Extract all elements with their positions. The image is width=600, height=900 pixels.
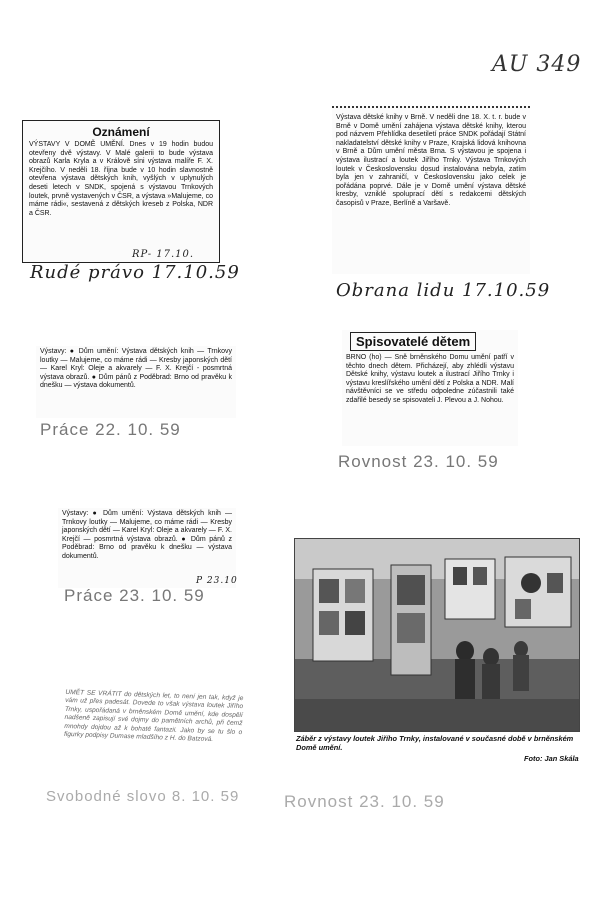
exhibition-photo <box>294 538 580 732</box>
source-label: Rovnost 23. 10. 59 <box>338 452 499 471</box>
source-label: Práce 22. 10. 59 <box>40 420 181 439</box>
clipping-spisovatele-detem <box>342 330 518 446</box>
clipping-body: Výstava dětské knihy v Brně. V neděli dne 18. X. t. r. bude v Brně v Domě umění zahájena výstava dětské knihy, kterou pod názvem Přehlídka desetiletí práce SNDK pořádají Státní nakladatelství dětské knihy v Praze, Krajská lidová knihovna v Brně a Dům umění města Brna. S výstavou je spojena i výstava ilustrací a loutek Jiřího Trnky. Výstava Trnkových loutek v Československu dosud instalována nebyla, zatím byla jen v zahraničí, v Československu jako celek je pořádána poprvé. Dále je v Domě umění výstava dětské kresby, vzniklé spoluprací dětí s redakcemi dětských časopisů v Praze, Berlíně a Varšavě. <box>336 114 526 207</box>
source-label: Rudé právo 17.10.59 <box>30 262 240 283</box>
source-label: Práce 23. 10. 59 <box>64 586 205 605</box>
clipping-title: Oznámení <box>92 125 150 139</box>
clipping-title: Spisovatelé dětem <box>350 332 476 351</box>
clipping-umet-se-vratit <box>58 687 247 785</box>
photo-credit: Foto: Jan Skála <box>524 754 579 763</box>
clipping-annotation: P 23.10 <box>196 576 238 586</box>
page-marker: AU 349 <box>492 52 582 77</box>
clipping-vystavy-prace-1 <box>36 346 236 418</box>
clipping-body: Výstavy: ● Dům umění: Výstava dětských knih — Trnkovy loutky — Malujeme, co máme rádi — Kresby japonských dětí — Karel Kryl: Oleje a akvarely — F. X. Krejčí — posmrtná výstava obrazů. ● Dům pánů z Poděbrad: Brno od pravěku k dnešku — výstava dokumentů. <box>62 510 232 560</box>
source-label: Obrana lidu 17.10.59 <box>336 280 551 301</box>
clipping-body: UMĚT SE VRÁTIT do dětských let, to není jen tak, když je vám už přes padesát. Dovede to však výstava loutek Jiřího Trnky, uspořádaná v brněnském Domě umění, kde dospělí nadšeně zapisují své dojmy do pamětních archů, při čemž mnohdy dojdou až k bohaté fantazii. Jako by se tu šlo o figurky podpisy Dumase mladšího z H. do Batzová. <box>63 688 244 744</box>
photo-caption: Záběr z výstavy loutek Jiřího Trnky, instalované v současné době v brněnském Domě umění. <box>296 734 574 752</box>
source-label: Svobodné slovo 8. 10. 59 <box>46 788 240 805</box>
clipping-body: BRNO (ho) — Sně brněnského Domu umění patří v těchto dnech dětem. Přicházejí, aby zhlédli výstavu Dětské knihy, výstavu loutek a ilustrací Jiřího Trnky i výstavu kreslířského umění dětí z Polska a NDR. Malí návštěvníci se ve středu odpoledne zúčastnili také zdařilé besedy se spisovateli J. Plevou a J. Nohou. <box>346 354 514 404</box>
clipping-body: VÝSTAVY V DOMĚ UMĚNÍ. Dnes v 19 hodin budou otevřeny dvě výstavy. V Malé galerii to bude výstava obrazů Karla Kryla a v Králově síni výstava malíře F. X. Krejčího. V neděli 18. října bude v 10 hodin slavnostně otevřena výstava dětských knih, vyšlých v uplynulých deseti letech v SNDK, spojená s výstavou Trnkových loutek, prvně vystavených v ČSR, a výstava »Malujeme, co máme rádi«, sestavená z dětských kreseb z Polska, NDR a ČSR. <box>29 141 213 217</box>
clipping-oznameni <box>22 120 220 263</box>
source-label: Rovnost 23. 10. 59 <box>284 792 445 811</box>
clipping-annotation: RP- 17.10. <box>132 249 195 260</box>
clipping-vystava-detske-knihy <box>332 106 530 274</box>
exhibition-photo-image <box>295 539 579 731</box>
clipping-body: Výstavy: ● Dům umění: Výstava dětských knih — Trnkovy loutky — Malujeme, co máme rádi — Kresby japonských dětí — Karel Kryl: Oleje a akvarely — F. X. Krejčí - posmrtná výstava obrazů. ● Dům pánů z Poděbrad: Brno od pravěku k dnešku — výstava dokumentů. <box>40 348 232 390</box>
